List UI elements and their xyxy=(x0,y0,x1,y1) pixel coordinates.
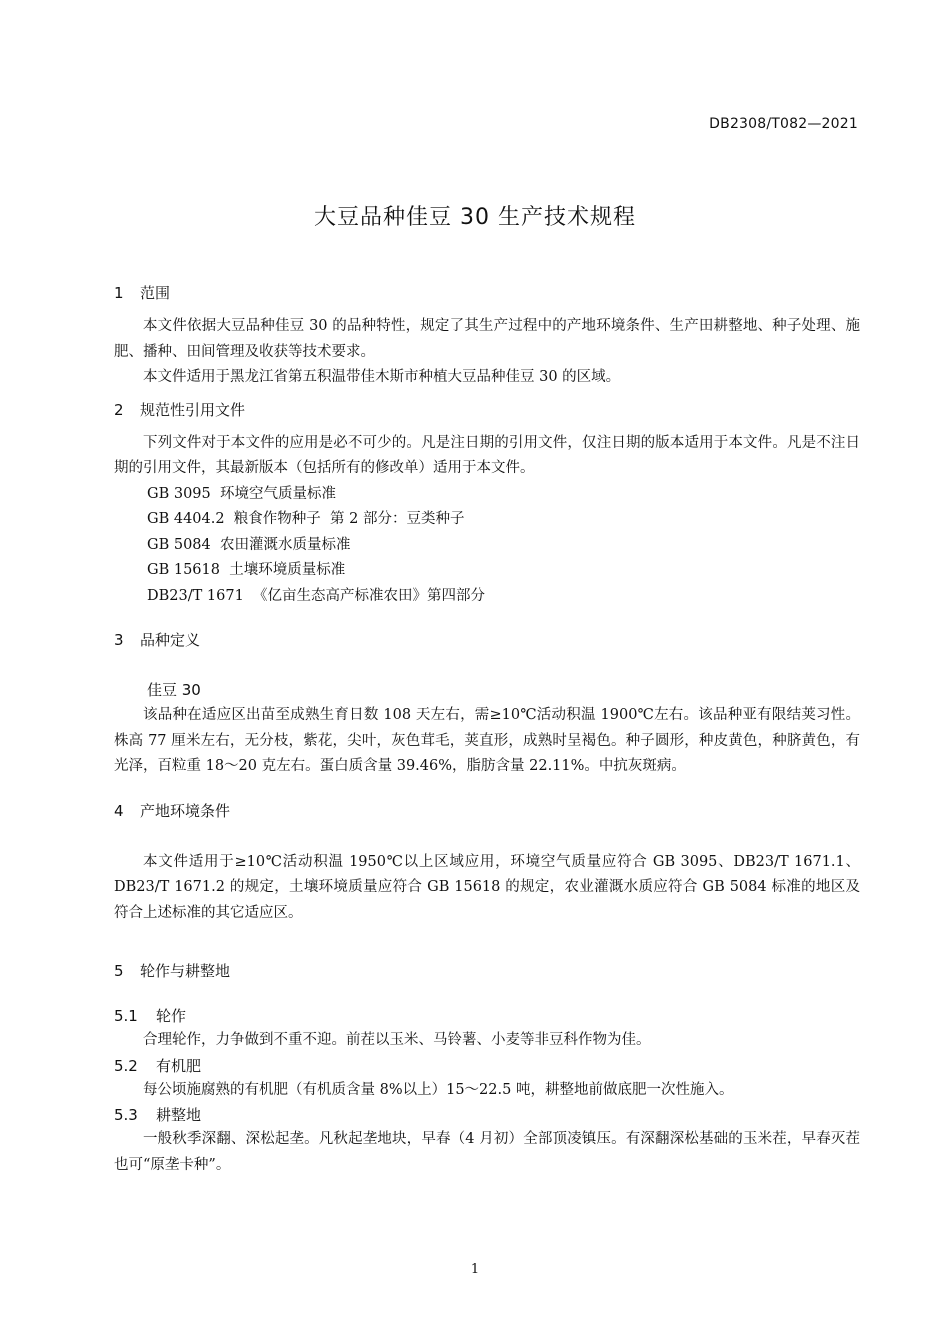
tillage-paragraph: 一般秋季深翻、深松起垄。凡秋起垄地块，早春（4 月初）全部顶凌镇压。有深翻深松基础的玉米茬，早春灭茬也可“原垄卡种”。 xyxy=(114,1131,860,1173)
subsection-title: 有机肥 xyxy=(156,1056,202,1075)
subsection-number: 5.1 xyxy=(114,1007,138,1025)
document-title: 大豆品种佳豆 30 生产技术规程 xyxy=(314,205,636,230)
section-number: 4 xyxy=(114,801,124,820)
subsection-number: 5.3 xyxy=(114,1106,138,1124)
section-heading-rotation-tillage xyxy=(114,958,860,984)
section-heading-variety-definition xyxy=(114,627,860,653)
rotation-paragraph: 合理轮作，力争做到不重不迎。前茬以玉米、马铃薯、小麦等非豆科作物为佳。 xyxy=(143,1032,651,1048)
reference-item: GB 5084 农田灌溉水质量标准 xyxy=(147,536,351,553)
environment-paragraph: 本文件适用于≥10℃活动积温 1950℃以上区域应用，环境空气质量应符合 GB 3095、DB23/T 1671.1、DB23/T 1671.2 的规定，土壤环境质量应符合 GB 15618 的规定，农业灌溉水质应符合 GB 5084 标准的地区及符合上述标准的其它适应区。 xyxy=(114,853,860,921)
document-body xyxy=(114,280,860,1178)
page-number: 1 xyxy=(470,1262,480,1277)
section-title: 规范性引用文件 xyxy=(140,400,246,419)
reference-item: GB 15618 土壤环境质量标准 xyxy=(147,562,346,578)
section-number: 2 xyxy=(114,400,124,419)
section-heading-scope xyxy=(114,280,860,306)
subsection-heading-tillage xyxy=(114,1103,860,1127)
subsection-title: 耕整地 xyxy=(156,1106,202,1124)
document-code: DB2308/T082—2021 xyxy=(709,116,858,132)
subsection-heading-organic-fertilizer xyxy=(114,1054,860,1078)
organic-fertilizer-paragraph: 每公顷施腐熟的有机肥（有机质含量 8%以上）15～22.5 吨，耕整地前做底肥一次性施入。 xyxy=(143,1081,734,1098)
reference-item: DB23/T 1671 《亿亩生态高产标准农田》第四部分 xyxy=(147,587,486,604)
reference-item: GB 4404.2 粮食作物种子 第 2 部分：豆类种子 xyxy=(147,511,465,527)
section-title: 产地环境条件 xyxy=(140,801,231,820)
section-heading-environment-conditions xyxy=(114,798,860,824)
scope-paragraph-2: 本文件适用于黑龙江省第五积温带佳木斯市种植大豆品种佳豆 30 的区域。 xyxy=(143,369,621,385)
section-heading-normative-references xyxy=(114,397,860,423)
reference-item: GB 3095 环境空气质量标准 xyxy=(147,485,336,502)
subsection-title: 轮作 xyxy=(156,1007,187,1025)
variety-description-paragraph: 该品种在适应区出苗至成熟生育日数 108 天左右，需≥10℃活动积温 1900℃左右。该品种亚有限结荚习性。株高 77 厘米左右，无分枝，紫花，尖叶，灰色茸毛，荚直形，成熟时呈褐色。种子圆形，种皮黄色，种脐黄色，有光泽，百粒重 18～20 克左右。蛋白质含量 39.46%，脂肪含量 22.11%。中抗灰斑病。 xyxy=(114,707,860,774)
section-number: 1 xyxy=(114,284,124,302)
section-number: 5 xyxy=(114,962,124,980)
variety-name: 佳豆 30 xyxy=(147,681,201,699)
references-intro-paragraph: 下列文件对于本文件的应用是必不可少的。凡是注日期的引用文件，仅注日期的版本适用于本文件。凡是不注日期的引用文件，其最新版本（包括所有的修改单）适用于本文件。 xyxy=(114,434,860,476)
subsection-heading-rotation xyxy=(114,1004,860,1028)
subsection-number: 5.2 xyxy=(114,1056,138,1075)
section-title: 轮作与耕整地 xyxy=(140,962,231,980)
section-title: 范围 xyxy=(140,284,171,302)
scope-paragraph-1: 本文件依据大豆品种佳豆 30 的品种特性，规定了其生产过程中的产地环境条件、生产田耕整地、种子处理、施肥、播种、田间管理及收获等技术要求。 xyxy=(114,318,860,360)
section-number: 3 xyxy=(114,631,124,649)
section-title: 品种定义 xyxy=(140,631,201,649)
